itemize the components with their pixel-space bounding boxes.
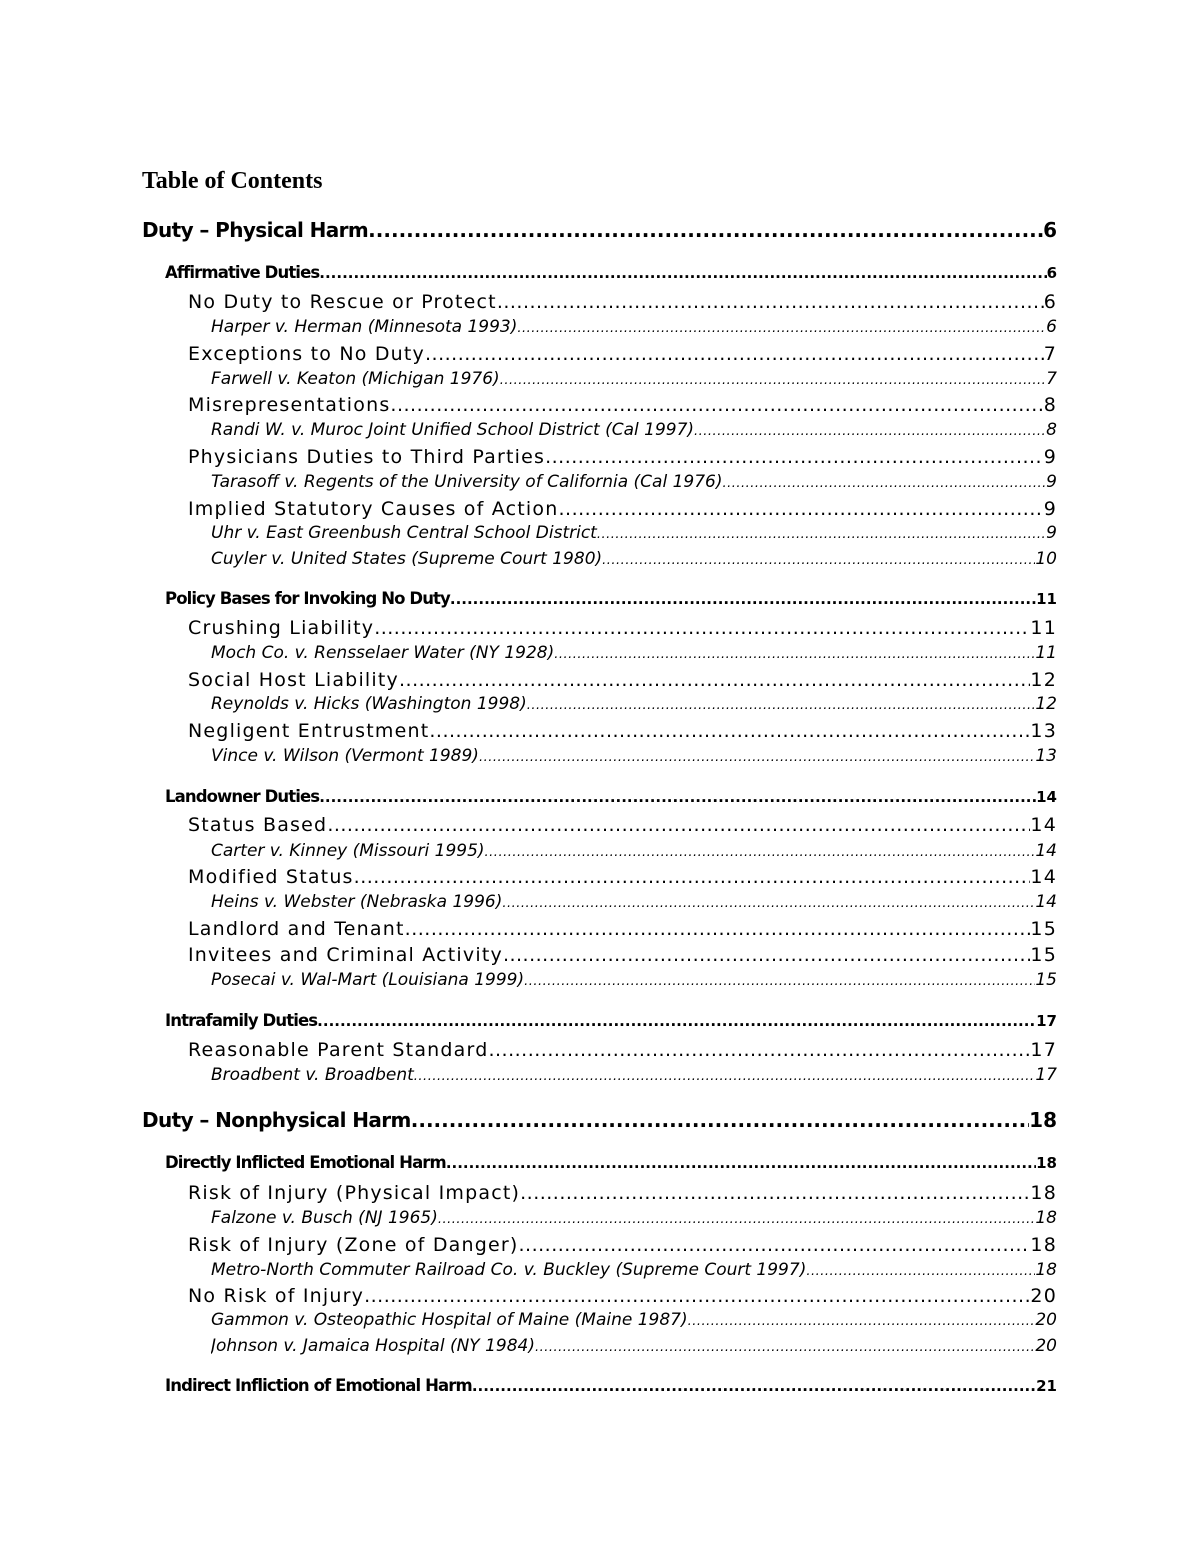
toc-page-number: 10 — [1035, 549, 1057, 569]
dot-leader — [597, 523, 1046, 545]
toc-entry-label: Crushing Liability — [188, 617, 375, 639]
toc-entry-label: Modified Status — [188, 866, 354, 888]
toc-page-number: 20 — [1030, 1285, 1057, 1307]
dot-leader — [425, 341, 1044, 367]
dot-leader — [502, 892, 1035, 914]
dot-leader — [722, 472, 1046, 494]
dot-leader — [524, 970, 1035, 992]
toc-page-number: 7 — [1046, 369, 1057, 389]
dot-leader — [390, 392, 1043, 418]
dot-leader — [411, 1106, 1029, 1134]
toc-page-number: 17 — [1030, 1039, 1057, 1061]
dot-leader — [368, 216, 1043, 244]
dot-leader — [519, 1232, 1031, 1258]
toc-page-number: 14 — [1036, 788, 1057, 806]
toc-entry-label: Carter v. Kinney (Missouri 1995) — [211, 841, 485, 861]
toc-entry-label: Indirect Infliction of Emotional Harm — [165, 1376, 472, 1395]
toc-entry-label: Harper v. Herman (Minnesota 1993) — [211, 317, 518, 337]
dot-leader — [527, 694, 1036, 716]
dot-leader — [319, 261, 1046, 285]
toc-subsection[interactable] — [165, 587, 1057, 611]
toc-case[interactable] — [211, 547, 1057, 571]
toc-page-number: 15 — [1030, 918, 1057, 940]
toc-topic[interactable] — [188, 1232, 1057, 1258]
toc-entry-label: Cuyler v. United States (Supreme Court 1980) — [211, 549, 603, 569]
toc-case[interactable] — [211, 968, 1057, 992]
toc-entry-label: Risk of Injury (Physical Impact) — [188, 1182, 521, 1204]
dot-leader — [327, 812, 1030, 838]
toc-case[interactable] — [211, 470, 1057, 494]
dot-leader — [374, 615, 1030, 641]
toc-entry-label: Directly Inflicted Emotional Harm — [165, 1153, 446, 1172]
toc-case[interactable] — [211, 521, 1057, 545]
toc-case[interactable] — [211, 367, 1057, 391]
toc-case[interactable] — [211, 1308, 1057, 1332]
dot-leader — [517, 317, 1046, 339]
toc-page-number: 12 — [1030, 669, 1057, 691]
dot-leader — [520, 1180, 1030, 1206]
toc-page-number: 13 — [1035, 746, 1057, 766]
toc-entry-label: Reasonable Parent Standard — [188, 1039, 489, 1061]
toc-topic[interactable] — [188, 718, 1057, 744]
toc-topic[interactable] — [188, 341, 1057, 367]
dot-leader — [450, 587, 1036, 611]
toc-subsection[interactable] — [165, 1009, 1057, 1033]
dot-leader — [319, 785, 1036, 809]
toc-entry-label: Farwell v. Keaton (Michigan 1976) — [211, 369, 500, 389]
toc-page-number: 11 — [1030, 617, 1057, 639]
toc-page-number: 20 — [1035, 1336, 1057, 1356]
toc-entry-label: Metro-North Commuter Railroad Co. v. Buckley (Supreme Court 1997) — [211, 1260, 807, 1280]
toc-page-number: 6 — [1046, 264, 1057, 282]
toc-page-number: 17 — [1035, 1065, 1057, 1085]
toc-topic[interactable] — [188, 942, 1057, 968]
dot-leader — [414, 1065, 1036, 1087]
toc-entry-label: Johnson v. Jamaica Hospital (NY 1984) — [211, 1336, 535, 1356]
toc-page-number: 8 — [1043, 394, 1057, 416]
toc-topic[interactable] — [188, 812, 1057, 838]
dot-leader — [497, 289, 1044, 315]
toc-case[interactable] — [211, 890, 1057, 914]
toc-page-number: 20 — [1035, 1310, 1057, 1330]
toc-case[interactable] — [211, 418, 1057, 442]
toc-page-number: 12 — [1035, 694, 1057, 714]
toc-case[interactable] — [211, 1063, 1057, 1087]
toc-subsection[interactable] — [165, 261, 1057, 285]
toc-page-number: 18 — [1035, 1260, 1057, 1280]
toc-case[interactable] — [211, 1206, 1057, 1230]
toc-page-number: 6 — [1043, 218, 1057, 242]
toc-entry-label: Randi W. v. Muroc Joint Unified School District (Cal 1997) — [211, 420, 695, 440]
toc-topic[interactable] — [188, 1180, 1057, 1206]
toc-case[interactable] — [211, 839, 1057, 863]
toc-entry-label: Falzone v. Busch (NJ 1965) — [211, 1208, 438, 1228]
toc-entry-label: Landowner Duties — [165, 787, 320, 806]
toc-page-number: 9 — [1043, 446, 1057, 468]
toc-page-number: 14 — [1030, 866, 1057, 888]
dot-leader — [354, 864, 1031, 890]
toc-topic[interactable] — [188, 496, 1057, 522]
toc-entry-label: Affirmative Duties — [165, 263, 320, 282]
toc-entry-label: Vince v. Wilson (Vermont 1989) — [211, 746, 479, 766]
toc-page-number: 6 — [1046, 317, 1057, 337]
toc-topic[interactable] — [188, 289, 1057, 315]
toc-case[interactable] — [211, 744, 1057, 768]
toc-topic[interactable] — [188, 1283, 1057, 1309]
toc-entry-label: Landlord and Tenant — [188, 918, 405, 940]
toc-page-number: 17 — [1036, 1012, 1057, 1030]
dot-leader — [500, 369, 1046, 391]
toc-entry-label: Physicians Duties to Third Parties — [188, 446, 546, 468]
toc-entry-label: Moch Co. v. Rensselaer Water (NY 1928) — [211, 643, 555, 663]
dot-leader — [558, 496, 1043, 522]
toc-entry-label: Misrepresentations — [188, 394, 391, 416]
dot-leader — [317, 1009, 1036, 1033]
dot-leader — [694, 420, 1046, 442]
dot-leader — [554, 643, 1035, 665]
toc-entry-label: No Duty to Rescue or Protect — [188, 291, 497, 313]
toc-section[interactable] — [142, 1106, 1057, 1134]
toc-page-number: 11 — [1036, 590, 1057, 608]
toc-entry-label: No Risk of Injury — [188, 1285, 365, 1307]
dot-leader — [364, 1283, 1030, 1309]
toc-page-number: 14 — [1035, 841, 1057, 861]
dot-leader — [545, 444, 1044, 470]
toc-page-number: 18 — [1030, 1234, 1057, 1256]
dot-leader — [688, 1310, 1036, 1332]
toc-subsection[interactable] — [165, 785, 1057, 809]
dot-leader — [806, 1260, 1035, 1282]
toc-subsection[interactable] — [165, 1151, 1057, 1175]
toc-case[interactable] — [211, 641, 1057, 665]
toc-entry-label: Implied Statutory Causes of Action — [188, 498, 559, 520]
dot-leader — [488, 1037, 1030, 1063]
toc-subsection[interactable] — [165, 1374, 1057, 1398]
toc-title: Table of Contents — [142, 168, 323, 194]
toc-entry-label: Status Based — [188, 814, 328, 836]
toc-entry-label: Duty – Nonphysical Harm — [142, 1108, 411, 1132]
toc-page-number: 15 — [1030, 944, 1057, 966]
toc-page-number: 21 — [1036, 1377, 1057, 1395]
toc-topic[interactable] — [188, 444, 1057, 470]
toc-topic[interactable] — [188, 1037, 1057, 1063]
toc-entry-label: Tarasoff v. Regents of the University of California (Cal 1976) — [211, 472, 723, 492]
toc-page-number: 6 — [1043, 291, 1057, 313]
toc-entry-label: Heins v. Webster (Nebraska 1996) — [211, 892, 503, 912]
toc-section[interactable] — [142, 216, 1057, 244]
toc-page-number: 14 — [1035, 892, 1057, 912]
toc-entry-label: Invitees and Criminal Activity — [188, 944, 503, 966]
toc-page-number: 15 — [1035, 970, 1057, 990]
toc-topic[interactable] — [188, 392, 1057, 418]
toc-page-number: 11 — [1035, 643, 1057, 663]
toc-page-number: 9 — [1046, 472, 1057, 492]
toc-page-number: 9 — [1043, 498, 1057, 520]
dot-leader — [485, 841, 1036, 863]
toc-case[interactable] — [211, 315, 1057, 339]
toc-entry-label: Exceptions to No Duty — [188, 343, 426, 365]
toc-page-number: 18 — [1035, 1208, 1057, 1228]
toc-page-number: 18 — [1030, 1182, 1057, 1204]
toc-page-number: 18 — [1036, 1154, 1057, 1172]
toc-topic[interactable] — [188, 864, 1057, 890]
dot-leader — [535, 1336, 1035, 1358]
toc-entry-label: Posecai v. Wal-Mart (Louisiana 1999) — [211, 970, 525, 990]
toc-entry-label: Negligent Entrustment — [188, 720, 430, 742]
dot-leader — [405, 916, 1031, 942]
dot-leader — [399, 667, 1030, 693]
toc-page-number: 14 — [1030, 814, 1057, 836]
toc-page-number: 9 — [1046, 523, 1057, 543]
toc-case[interactable] — [211, 1258, 1057, 1282]
toc-page-number: 8 — [1046, 420, 1057, 440]
dot-leader — [429, 718, 1030, 744]
toc-page-number: 13 — [1030, 720, 1057, 742]
toc-entry-label: Intrafamily Duties — [165, 1011, 318, 1030]
toc-entry-label: Broadbent v. Broadbent — [211, 1065, 414, 1085]
toc-entry-label: Social Host Liability — [188, 669, 399, 691]
toc-entry-label: Risk of Injury (Zone of Danger) — [188, 1234, 519, 1256]
toc-entry-label: Uhr v. East Greenbush Central School District — [211, 523, 597, 543]
dot-leader — [602, 549, 1035, 571]
toc-page-number: 7 — [1043, 343, 1057, 365]
dot-leader — [472, 1374, 1036, 1398]
toc-page-number: 18 — [1029, 1108, 1057, 1132]
toc-entry-label: Gammon v. Osteopathic Hospital of Maine (Maine 1987) — [211, 1310, 688, 1330]
toc-topic[interactable] — [188, 916, 1057, 942]
dot-leader — [479, 746, 1035, 768]
dot-leader — [503, 942, 1030, 968]
toc-entry-label: Reynolds v. Hicks (Washington 1998) — [211, 694, 527, 714]
dot-leader — [438, 1208, 1036, 1230]
toc-topic[interactable] — [188, 615, 1057, 641]
toc-case[interactable] — [211, 1334, 1057, 1358]
dot-leader — [446, 1151, 1036, 1175]
toc-entry-label: Duty – Physical Harm — [142, 218, 369, 242]
toc-topic[interactable] — [188, 667, 1057, 693]
toc-entry-label: Policy Bases for Invoking No Duty — [165, 589, 450, 608]
toc-case[interactable] — [211, 692, 1057, 716]
